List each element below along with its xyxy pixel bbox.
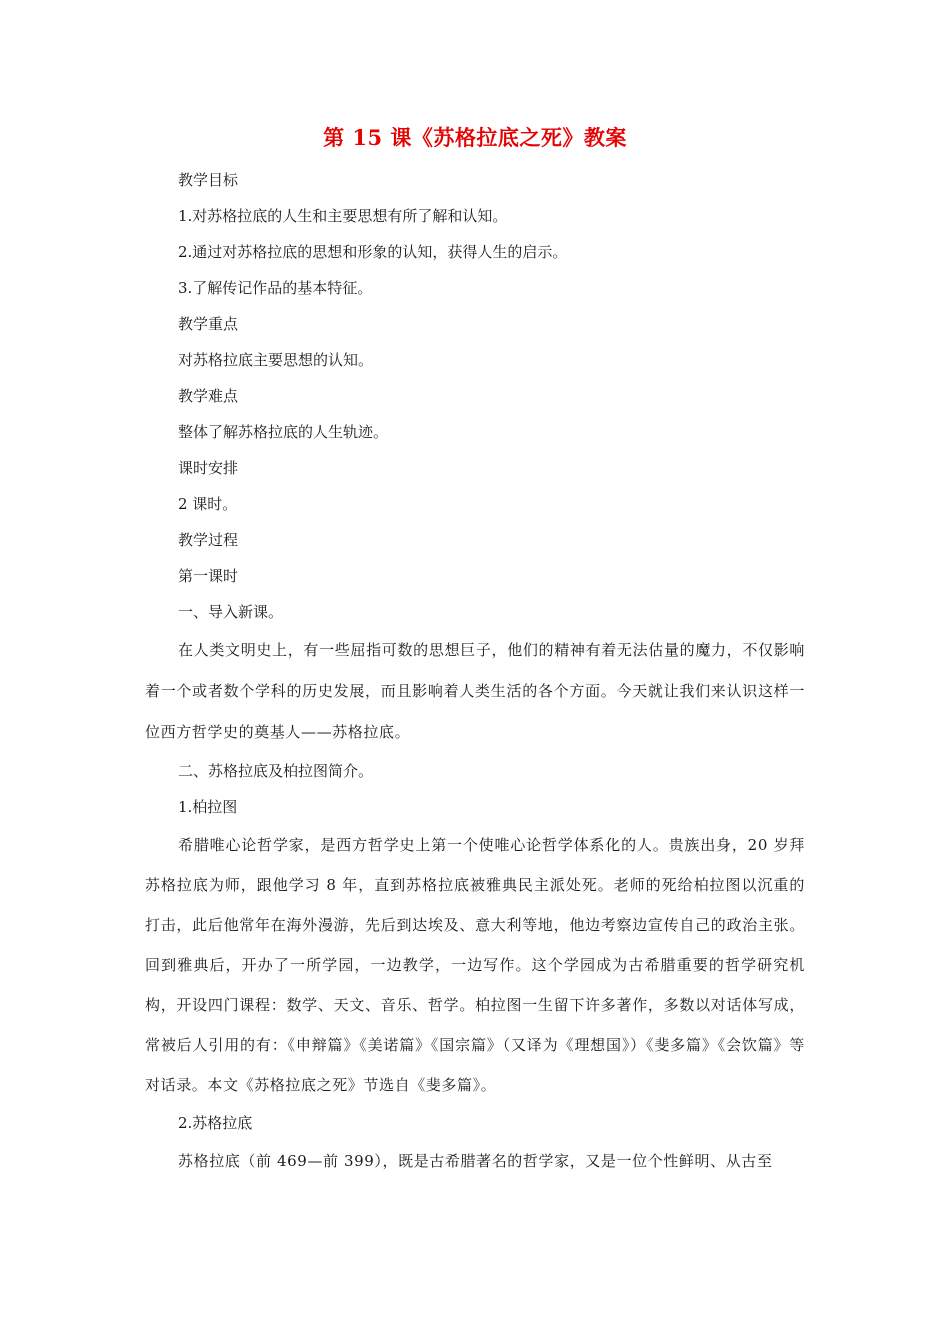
step-one-heading: 一、导入新课。 (178, 603, 284, 621)
socrates-heading: 2.苏格拉底 (178, 1114, 253, 1132)
socrates-paragraph: 苏格拉底（前 469—前 399），既是古希腊著名的哲学家，又是一位个性鲜明、从古至 (178, 1152, 773, 1170)
schedule-text: 2 课时。 (178, 495, 238, 513)
document-page (145, 118, 805, 1182)
intro-paragraph: 在人类文明史上，有一些屈指可数的思想巨子，他们的精神有着无法估量的魔力，不仅影响着一个或者数个学科的历史发展，而且影响着人类生活的各个方面。今天就让我们来认识这样一位西方哲学史的奠基人——苏格拉底。 (145, 641, 805, 741)
goal-item-3: 3.了解传记作品的基本特征。 (178, 279, 373, 297)
section-heading-schedule: 课时安排 (178, 459, 239, 477)
section-heading-difficulty: 教学难点 (178, 387, 239, 405)
difficulty-text: 整体了解苏格拉底的人生轨迹。 (178, 423, 389, 441)
section-heading-goals: 教学目标 (178, 171, 239, 189)
plato-paragraph: 希腊唯心论哲学家，是西方哲学史上第一个使唯心论哲学体系化的人。贵族出身，20 岁拜苏格拉底为师，跟他学习 8 年，直到苏格拉底被雅典民主派处死。老师的死给柏拉图以沉重的打击，此后他常年在海外漫游，先后到达埃及、意大利等地，他边考察边宣传自己的政治主张。回到雅典后，开办了一所学园，一边教学，一边写作。这个学园成为古希腊重要的哲学研究机构，开设四门课程：数学、天文、音乐、哲学。柏拉图一生留下许多著作，多数以对话体写成，常被后人引用的有：《申辩篇》《美诺篇》《国宗篇》（又译为《理想国》）《斐多篇》《会饮篇》等对话录。本文《苏格拉底之死》节选自《斐多篇》。 (145, 836, 805, 1094)
goal-item-1: 1.对苏格拉底的人生和主要思想有所了解和认知。 (178, 207, 508, 225)
step-two-heading: 二、苏格拉底及柏拉图简介。 (178, 762, 374, 780)
section-heading-process: 教学过程 (178, 531, 239, 549)
section-heading-focus: 教学重点 (178, 315, 239, 333)
document-title: 第 15 课《苏格拉底之死》教案 (323, 125, 627, 150)
plato-heading: 1.柏拉图 (178, 798, 238, 816)
lesson-one-heading: 第一课时 (178, 567, 239, 585)
goal-item-2: 2.通过对苏格拉底的思想和形象的认知，获得人生的启示。 (178, 243, 568, 261)
focus-text: 对苏格拉底主要思想的认知。 (178, 351, 374, 369)
